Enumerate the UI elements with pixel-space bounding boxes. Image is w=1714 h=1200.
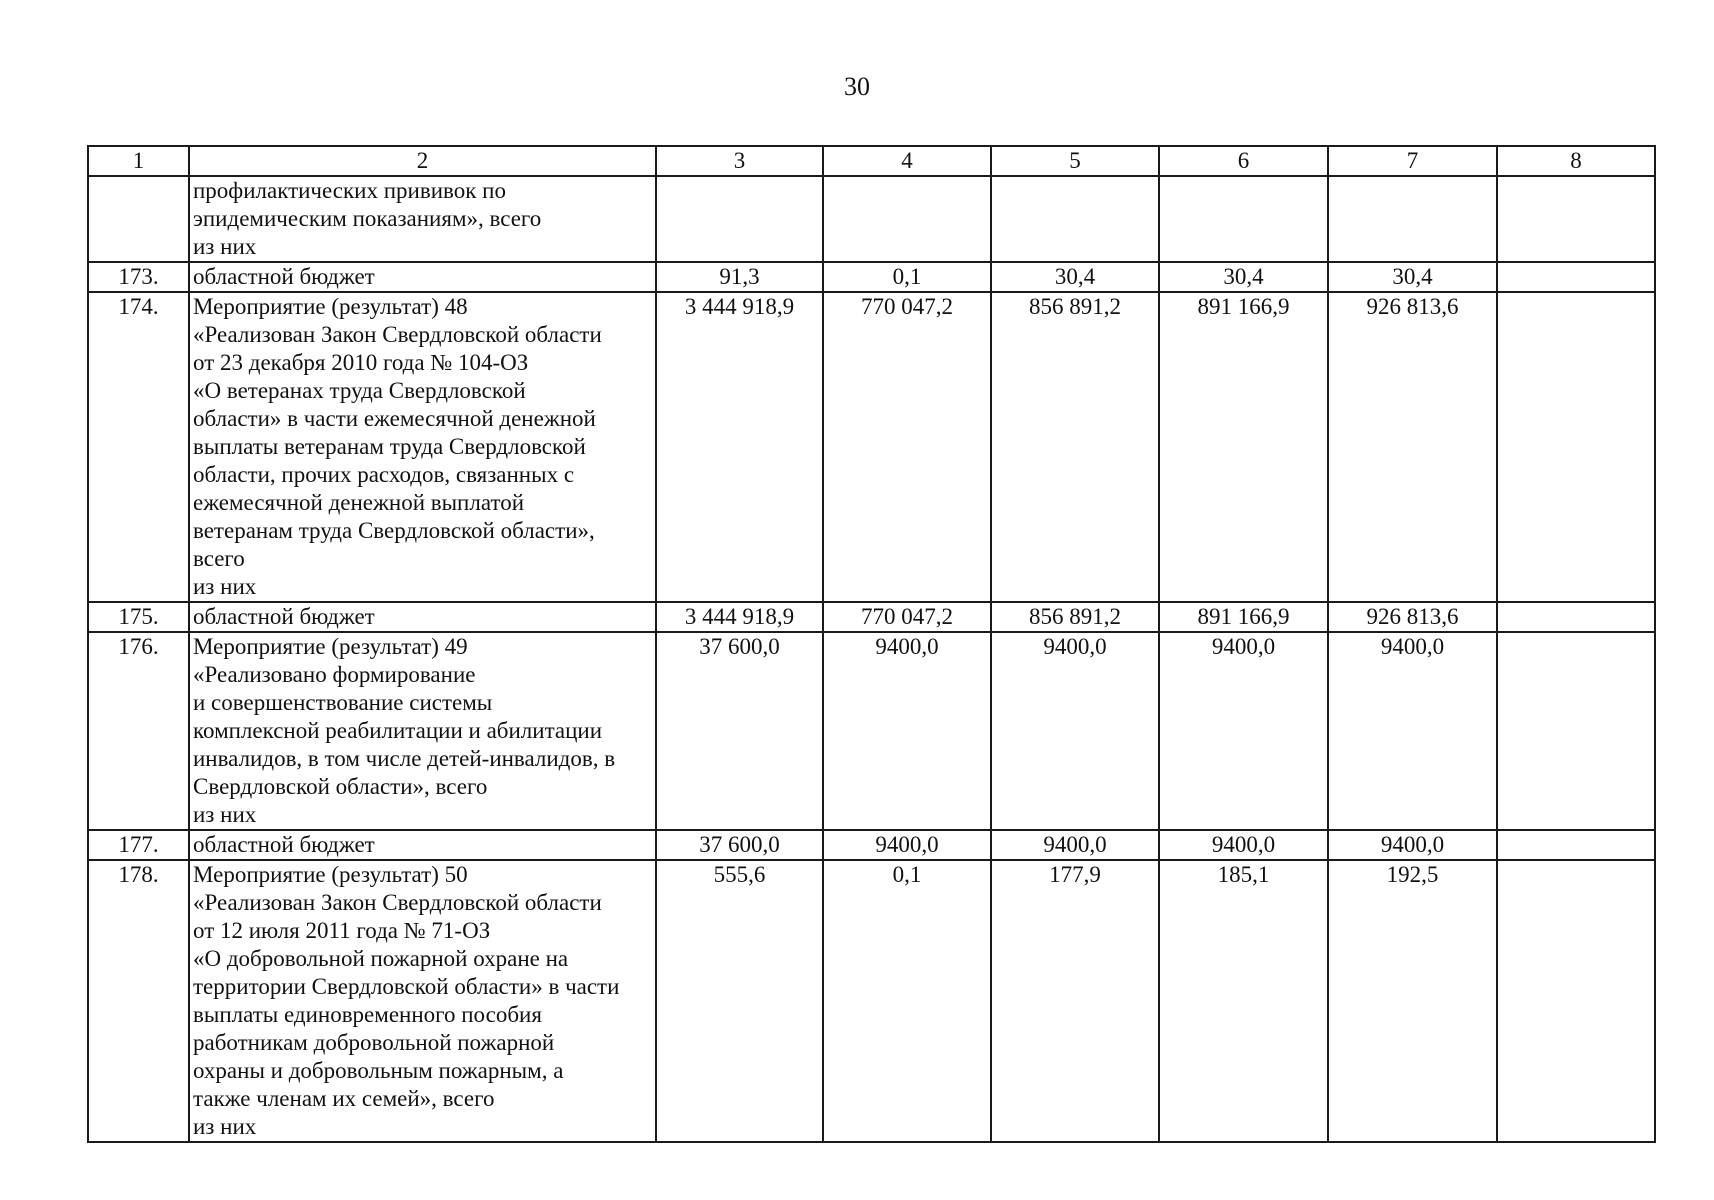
description-line: профилактических прививок по	[193, 178, 506, 203]
description-line: из них	[193, 802, 257, 827]
value-cell-col-6: 9400,0	[1159, 632, 1328, 830]
description-line: Мероприятие (результат) 48	[193, 294, 468, 319]
value-cell-col-5: 856 891,2	[991, 292, 1159, 602]
table-row	[88, 830, 1655, 860]
value-cell-col-3: 3 444 918,9	[656, 292, 823, 602]
value-cell-col-7: 192,5	[1328, 860, 1497, 1142]
value-cell-col-8	[1497, 632, 1655, 830]
description-line: из них	[193, 1114, 257, 1139]
description-line: «О ветеранах труда Свердловской	[193, 378, 526, 403]
table-row	[88, 176, 1655, 262]
value-cell-col-4: 770 047,2	[823, 602, 991, 632]
description-line: выплаты ветеранам труда Свердловской	[193, 434, 586, 459]
value-cell-col-7: 9400,0	[1328, 830, 1497, 860]
description-line: комплексной реабилитации и абилитации	[193, 718, 603, 743]
description-line: всего	[193, 546, 245, 571]
table-row	[88, 632, 1655, 830]
column-header: 1	[88, 146, 189, 176]
column-header: 3	[656, 146, 823, 176]
value-cell-col-6: 185,1	[1159, 860, 1328, 1142]
value-cell-col-7: 926 813,6	[1328, 602, 1497, 632]
column-header: 6	[1159, 146, 1328, 176]
column-header: 5	[991, 146, 1159, 176]
row-description	[189, 602, 656, 632]
description-line: Свердловской области», всего	[193, 774, 488, 799]
table-row	[88, 602, 1655, 632]
value-cell-col-6	[1159, 176, 1328, 262]
description-line: из них	[193, 234, 257, 259]
value-cell-col-6: 9400,0	[1159, 830, 1328, 860]
value-cell-col-4: 9400,0	[823, 830, 991, 860]
value-cell-col-8	[1497, 292, 1655, 602]
value-cell-col-3: 3 444 918,9	[656, 602, 823, 632]
row-description	[189, 860, 656, 1142]
value-cell-col-3: 91,3	[656, 262, 823, 292]
value-cell-col-6: 30,4	[1159, 262, 1328, 292]
row-description	[189, 830, 656, 860]
column-header: 2	[189, 146, 656, 176]
description-line: областной бюджет	[193, 832, 375, 857]
value-cell-col-6: 891 166,9	[1159, 292, 1328, 602]
description-line: областной бюджет	[193, 604, 375, 629]
row-number: 173.	[88, 262, 189, 292]
value-cell-col-8	[1497, 860, 1655, 1142]
value-cell-col-5: 9400,0	[991, 632, 1159, 830]
table-row	[88, 292, 1655, 602]
description-line: и совершенствование системы	[193, 690, 493, 715]
description-line: «О добровольной пожарной охране на	[193, 946, 569, 971]
value-cell-col-7: 9400,0	[1328, 632, 1497, 830]
description-line: области» в части ежемесячной денежной	[193, 406, 596, 431]
value-cell-col-5	[991, 176, 1159, 262]
description-line: Мероприятие (результат) 49	[193, 634, 468, 659]
row-description	[189, 292, 656, 602]
description-line: работникам добровольной пожарной	[193, 1030, 555, 1055]
value-cell-col-6: 891 166,9	[1159, 602, 1328, 632]
column-header: 8	[1497, 146, 1655, 176]
value-cell-col-4: 770 047,2	[823, 292, 991, 602]
value-cell-col-4: 0,1	[823, 860, 991, 1142]
value-cell-col-8	[1497, 602, 1655, 632]
value-cell-col-7: 926 813,6	[1328, 292, 1497, 602]
value-cell-col-3: 37 600,0	[656, 632, 823, 830]
description-line: области, прочих расходов, связанных с	[193, 462, 575, 487]
value-cell-col-4: 0,1	[823, 262, 991, 292]
table-body	[88, 146, 1655, 1142]
column-header: 4	[823, 146, 991, 176]
value-cell-col-5: 177,9	[991, 860, 1159, 1142]
row-number	[88, 176, 189, 262]
description-line: выплаты единовременного пособия	[193, 1002, 542, 1027]
value-cell-col-5: 9400,0	[991, 830, 1159, 860]
description-line: «Реализован Закон Свердловской области	[193, 890, 602, 915]
page-number: 30	[844, 72, 870, 101]
description-line: ежемесячной денежной выплатой	[193, 490, 525, 515]
value-cell-col-7: 30,4	[1328, 262, 1497, 292]
description-line: эпидемическим показаниям», всего	[193, 206, 542, 231]
value-cell-col-4	[823, 176, 991, 262]
description-line: «Реализован Закон Свердловской области	[193, 322, 602, 347]
value-cell-col-3	[656, 176, 823, 262]
row-description	[189, 632, 656, 830]
row-number: 178.	[88, 860, 189, 1142]
description-line: Мероприятие (результат) 50	[193, 862, 468, 887]
value-cell-col-5: 30,4	[991, 262, 1159, 292]
description-line: охраны и добровольным пожарным, а	[193, 1058, 564, 1083]
budget-table	[87, 145, 1656, 1143]
description-line: территории Свердловской области» в части	[193, 974, 620, 999]
row-description	[189, 176, 656, 262]
table-row	[88, 262, 1655, 292]
row-number: 176.	[88, 632, 189, 830]
row-number: 175.	[88, 602, 189, 632]
value-cell-col-7	[1328, 176, 1497, 262]
description-line: от 12 июля 2011 года № 71-ОЗ	[193, 918, 491, 943]
row-description	[189, 262, 656, 292]
value-cell-col-3: 555,6	[656, 860, 823, 1142]
value-cell-col-5: 856 891,2	[991, 602, 1159, 632]
header-row	[88, 146, 1655, 176]
value-cell-col-8	[1497, 830, 1655, 860]
description-line: областной бюджет	[193, 264, 375, 289]
description-line: из них	[193, 574, 257, 599]
column-header: 7	[1328, 146, 1497, 176]
value-cell-col-8	[1497, 176, 1655, 262]
description-line: от 23 декабря 2010 года № 104-ОЗ	[193, 350, 529, 375]
value-cell-col-3: 37 600,0	[656, 830, 823, 860]
row-number: 177.	[88, 830, 189, 860]
table-row	[88, 860, 1655, 1142]
description-line: «Реализовано формирование	[193, 662, 476, 687]
description-line: также членам их семей», всего	[193, 1086, 495, 1111]
value-cell-col-8	[1497, 262, 1655, 292]
value-cell-col-4: 9400,0	[823, 632, 991, 830]
row-number: 174.	[88, 292, 189, 602]
description-line: инвалидов, в том числе детей-инвалидов, в	[193, 746, 616, 771]
description-line: ветеранам труда Свердловской области»,	[193, 518, 595, 543]
